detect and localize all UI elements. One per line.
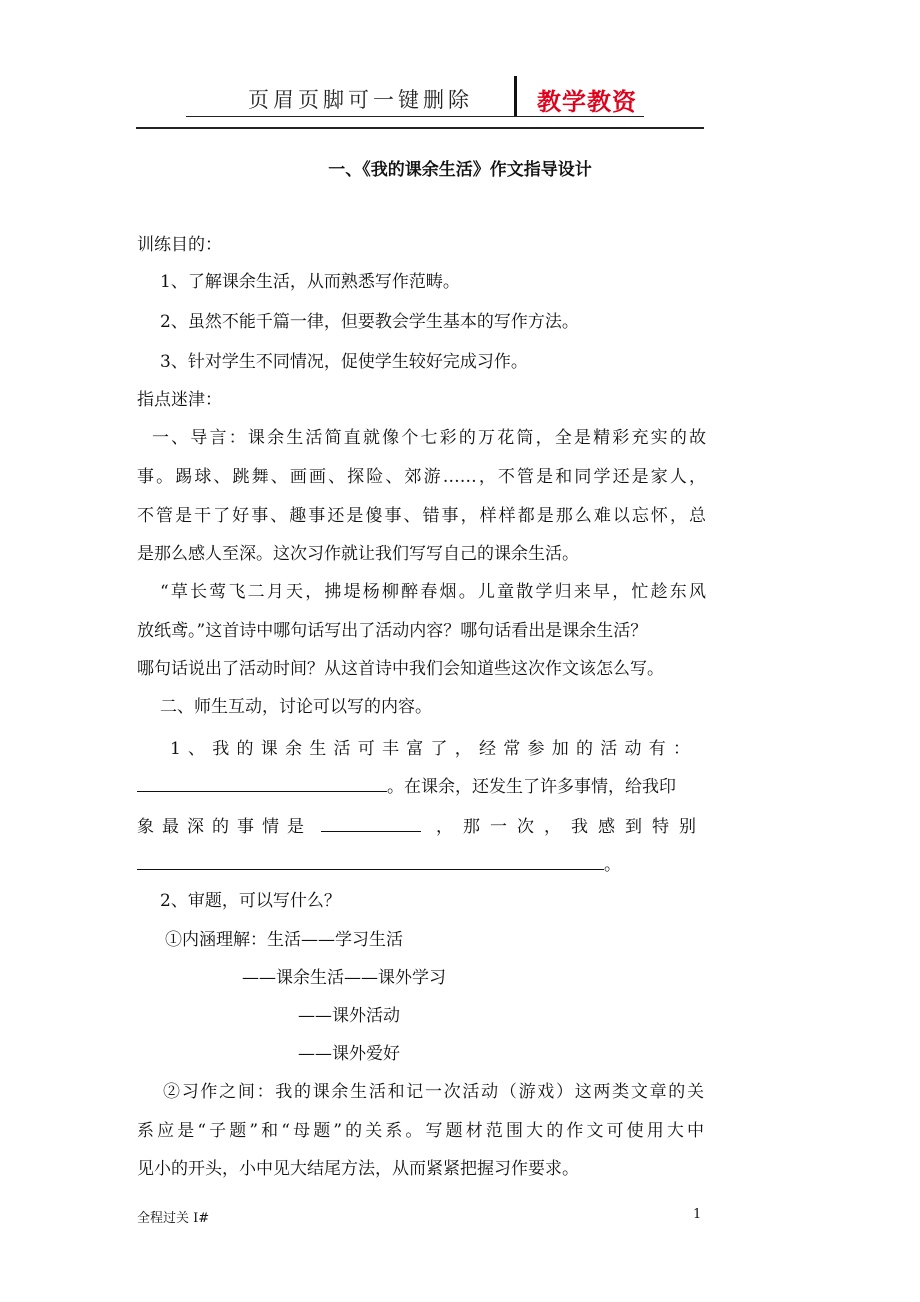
tree-leaf: ——课外活动 — [298, 1006, 400, 1026]
footer-label: 全程过关 I# — [137, 1211, 210, 1226]
fill-blank-event[interactable] — [321, 814, 421, 832]
goal-item: 3、针对学生不同情况，促使学生较好完成习作。 — [160, 352, 528, 372]
fill-line-3 — [137, 814, 706, 839]
tree-root: ①内涵理解：生活——学习生活 — [165, 930, 403, 950]
page-number: 1 — [693, 1207, 702, 1222]
intro-line: 是那么感人至深。这次习作就让我们写写自己的课余生活。 — [137, 544, 579, 564]
fill-line-2-text: 。在课余，还发生了许多事情，给我印 — [387, 777, 676, 797]
header-brand: 教学教资 — [537, 87, 637, 116]
question-2: 2、审题，可以写什么？ — [160, 891, 341, 911]
guide-heading: 指点迷津： — [137, 390, 222, 410]
relation-line: ②习作之间：我的课余生活和记一次活动（游戏）这两类文章的关 — [163, 1082, 704, 1102]
tree-leaf: ——课外爱好 — [298, 1044, 400, 1064]
header-rule — [136, 127, 704, 129]
header-divider — [514, 76, 517, 116]
fill-blank-feeling[interactable] — [137, 852, 604, 870]
poem-line: “草长莺飞二月天，拂堤杨柳醉春烟。儿童散学归来早，忙趁东风 — [160, 582, 706, 602]
section2-heading: 二、师生互动，讨论可以写的内容。 — [160, 697, 432, 717]
header-rule-thin — [186, 116, 644, 117]
goal-item: 1、了解课余生活，从而熟悉写作范畴。 — [160, 272, 460, 292]
fill-line-3-a: 象最深的事情是 — [137, 817, 312, 837]
header-text: 页眉页脚可一键删除 — [248, 88, 473, 112]
intro-line: 一、导言：课余生活简直就像个七彩的万花筒，全是精彩充实的故 — [152, 428, 706, 448]
document-title: 一、《我的课余生活》作文指导设计 — [328, 160, 592, 180]
fill-blank-activities[interactable] — [137, 774, 387, 792]
tree-branch: ——课余生活——课外学习 — [242, 968, 446, 988]
fill-line-3-b: ，那一次，我感到特别 — [436, 817, 706, 837]
intro-line: 不管是干了好事、趣事还是傻事、错事，样样都是那么难以忘怀，总 — [137, 506, 706, 526]
intro-line: 事。踢球、跳舞、画画、探险、郊游……，不管是和同学还是家人， — [137, 467, 706, 487]
poem-line: 放纸鸢。”这首诗中哪句话写出了活动内容？哪句话看出是课余生活？ — [137, 621, 648, 641]
goals-heading: 训练目的： — [137, 235, 222, 255]
fill-line-1: 1、我的课余生活可丰富了，经常参加的活动有： — [170, 739, 690, 759]
fill-line-4 — [137, 852, 621, 877]
fill-line-4-end: 。 — [604, 855, 621, 875]
poem-line: 哪句话说出了活动时间？从这首诗中我们会知道些这次作文该怎么写。 — [137, 659, 664, 679]
relation-line: 系应是“子题”和“母题”的关系。写题材范围大的作文可使用大中 — [137, 1121, 704, 1141]
relation-line: 见小的开头，小中见大结尾方法，从而紧紧把握习作要求。 — [137, 1159, 579, 1179]
fill-line-2 — [137, 774, 676, 799]
goal-item: 2、虽然不能千篇一律，但要教会学生基本的写作方法。 — [160, 312, 579, 332]
